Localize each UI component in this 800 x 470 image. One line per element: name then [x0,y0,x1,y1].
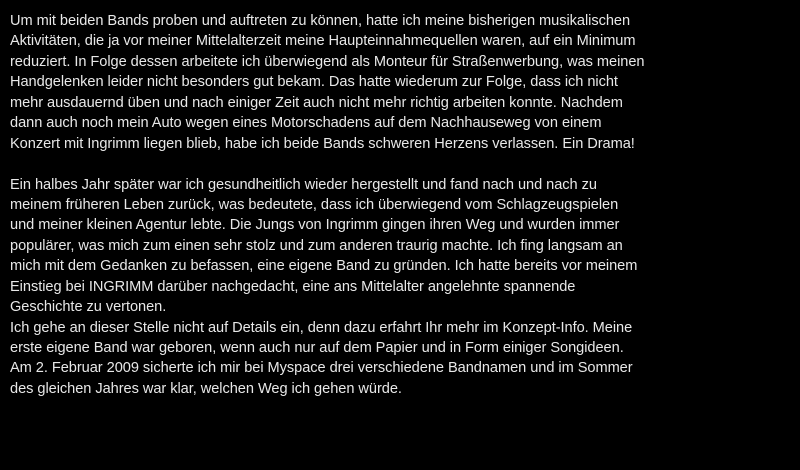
paragraph-gap [10,154,795,174]
text-line: und meiner kleinen Agentur lebte. Die Jungs von Ingrimm gingen ihren Weg und wurden immer [10,217,620,234]
text-line: dann auch noch mein Auto wegen eines Motorschadens auf dem Nachhauseweg von einem [10,115,602,132]
text-line: Um mit beiden Bands proben und auftreten zu können, hatte ich meine bisherigen musikalischen [10,13,631,29]
text-line: Handgelenken leider nicht besonders gut bekam. Das hatte wiederum zur Folge, dass ich nicht [10,74,618,91]
text-line: des gleichen Jahres war klar, welchen Weg ich gehen würde. [10,380,402,397]
text-line: mich mit dem Gedanken zu befassen, eine eigene Band zu gründen. Ich hatte bereits vor meinem [10,258,638,275]
text-line: reduziert. In Folge dessen arbeitete ich überwiegend als Monteur für Straßenwerbung, was meinen [10,53,645,70]
text-line: meinem früheren Leben zurück, was bedeutete, dass ich überwiegend vom Schlagzeugspielen [10,196,619,213]
paragraph-1 [10,11,795,154]
text-line: Am 2. Februar 2009 sicherte ich mir bei Myspace drei verschiedene Bandnamen und im Sommer [10,360,633,377]
text-line: mehr ausdauernd üben und nach einiger Zeit auch nicht mehr richtig arbeiten konnte. Nachdem [10,94,623,111]
text-line: erste eigene Band war geboren, wenn auch nur auf dem Papier und in Form einiger Songideen. [10,340,624,356]
text-line: Geschichte zu vertonen. [10,299,167,316]
text-line: populärer, was mich zum einen sehr stolz und zum anderen traurig machte. Ich fing langsam an [10,237,623,254]
text-line: Aktivitäten, die ja vor meiner Mittelalterzeit meine Haupteinnahmequellen waren, auf ein Minimum [10,33,636,50]
paragraph-2 [10,175,795,400]
article-text [10,11,795,399]
text-line: Einstieg bei INGRIMM darüber nachgedacht, eine ans Mittelalter angelehnte spannende [10,278,576,295]
text-line: Ich gehe an dieser Stelle nicht auf Details ein, denn dazu erfahrt Ihr mehr im Konzept-Info. Meine [10,319,633,336]
text-line: Ein halbes Jahr später war ich gesundheitlich wieder hergestellt und fand nach und nach zu [10,176,597,193]
text-line: Konzert mit Ingrimm liegen blieb, habe ich beide Bands schweren Herzens verlassen. Ein Drama! [10,135,635,152]
